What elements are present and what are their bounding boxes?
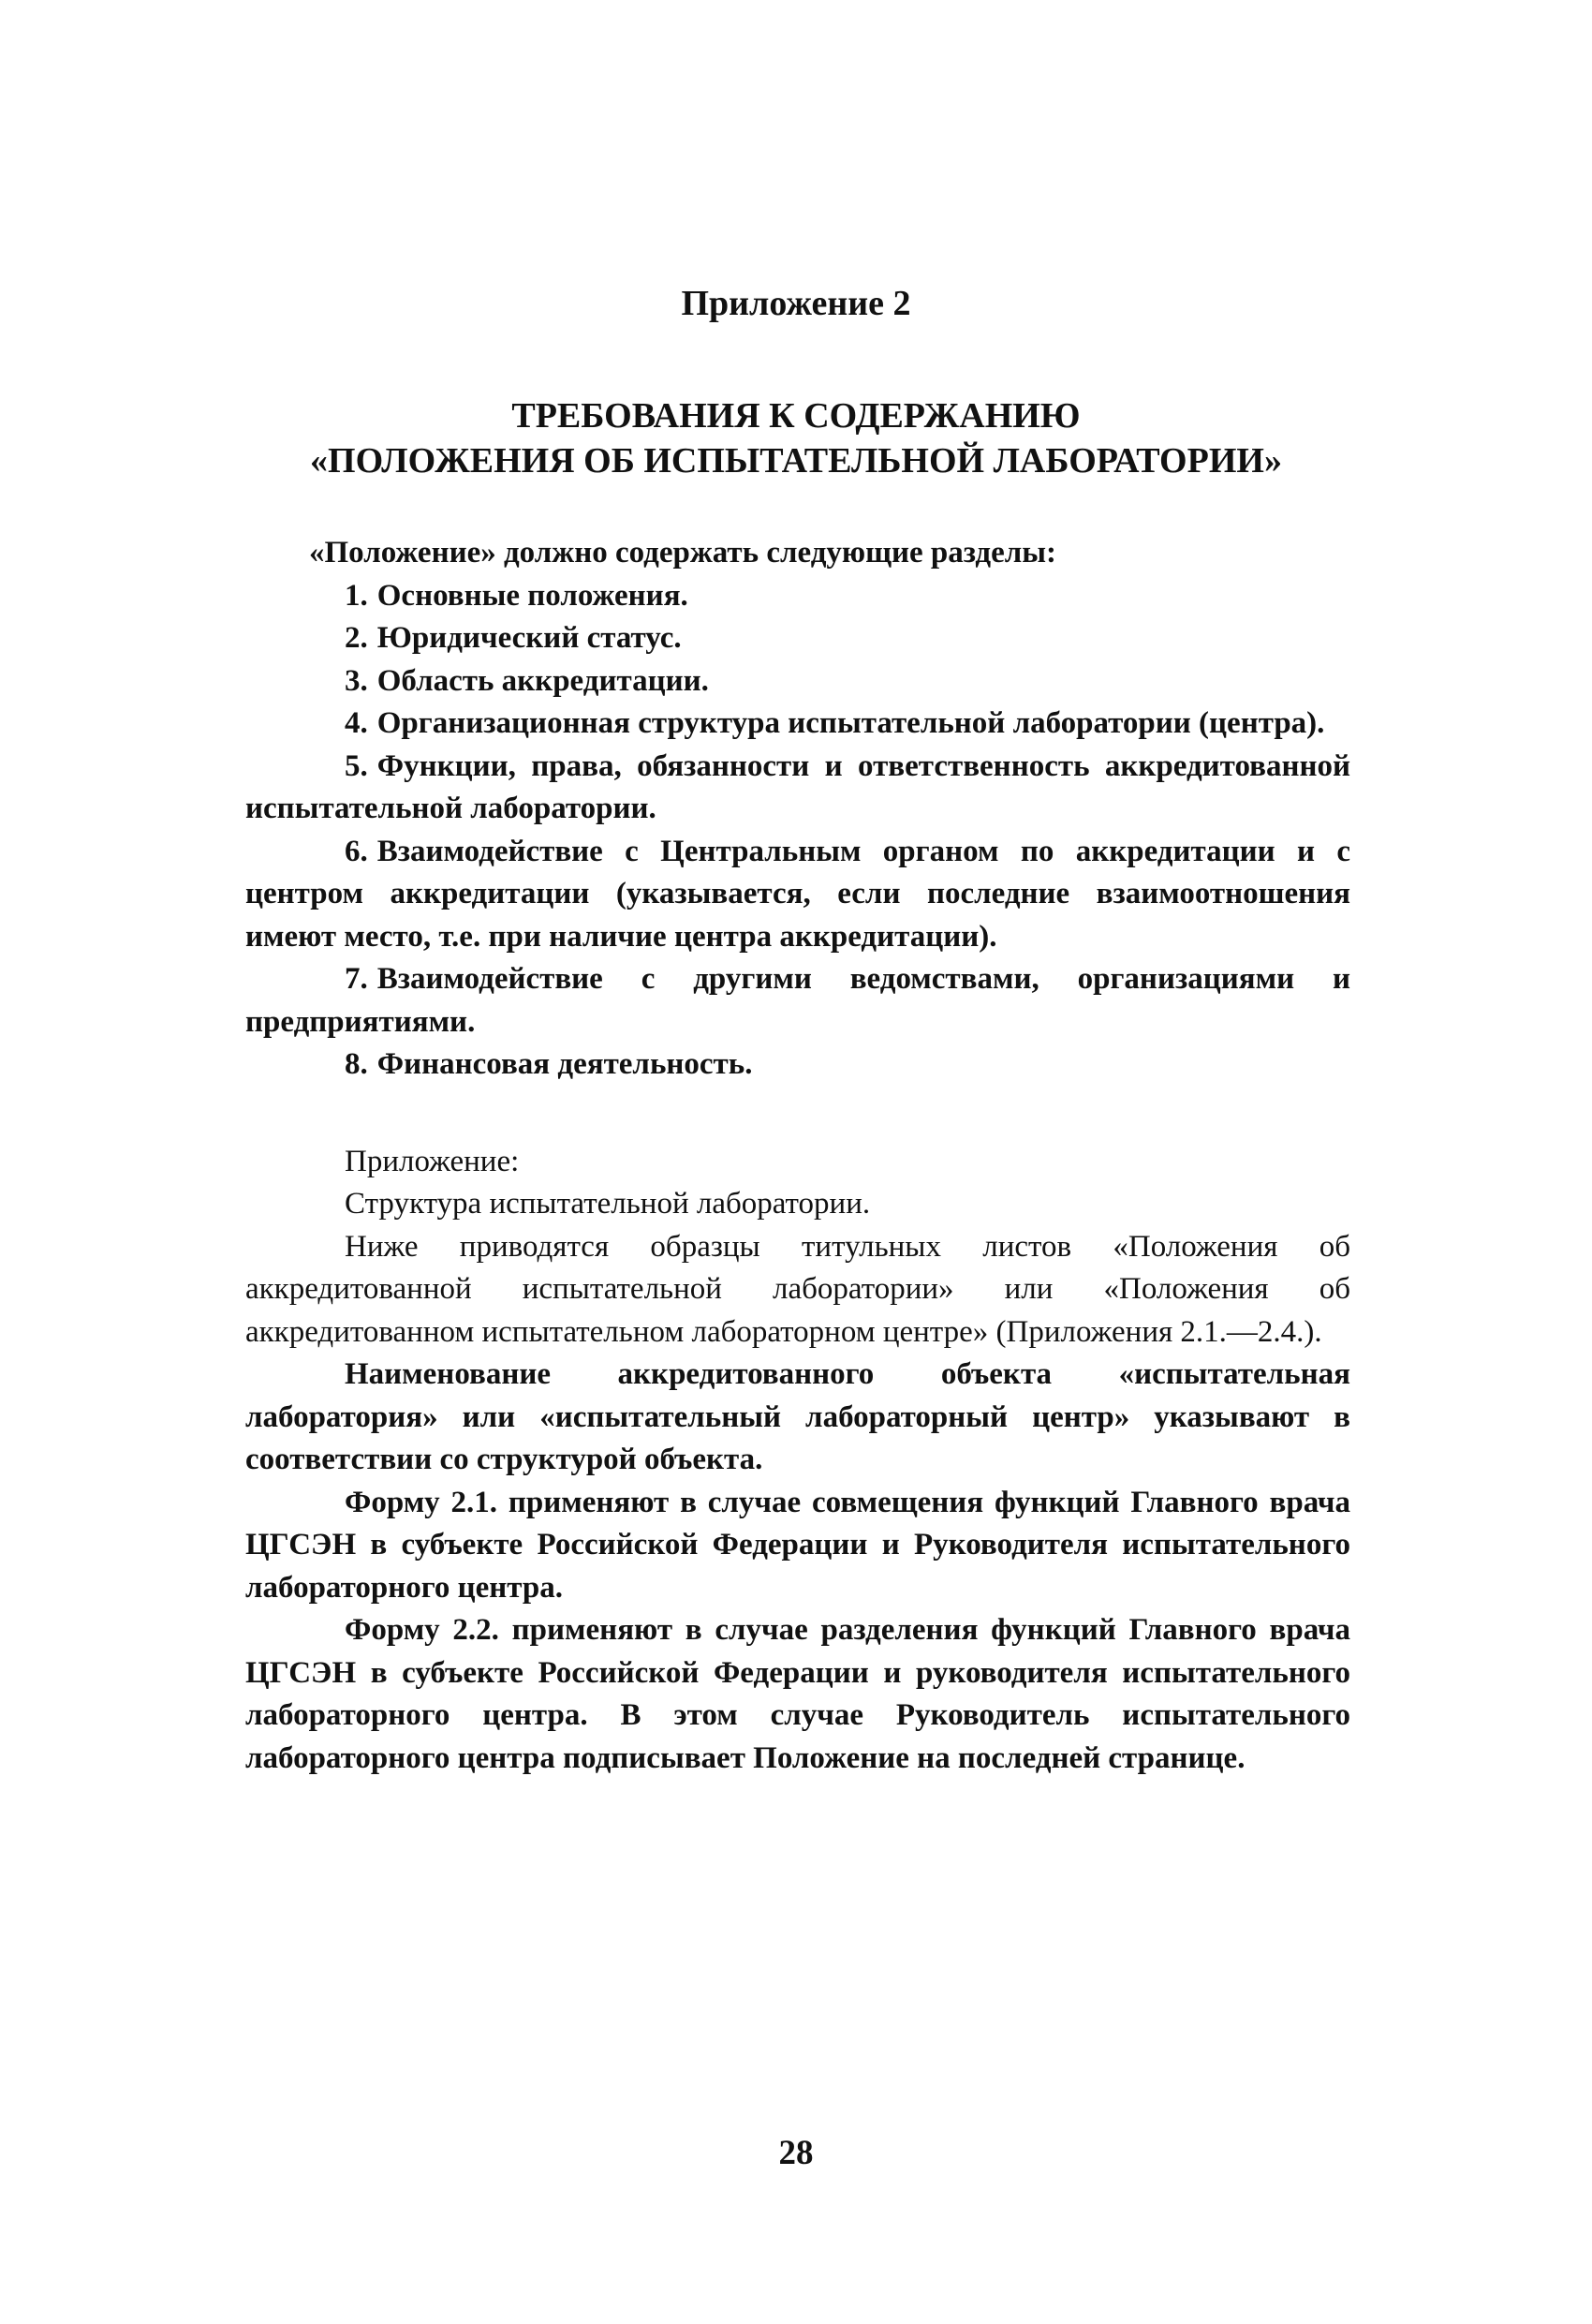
section-text: Взаимодействие с Центральным органом по аккредитации и с центром аккредитации (указывается, если последние взаимоотношения имеют место, т.е. при наличие центра аккредитации). bbox=[245, 834, 1350, 954]
paragraph-title-pages: Ниже приводятся образцы титульных листов «Положения об аккредитованной испытательной лаборатории» или «Положения об аккредитованном испытательном лабораторном центре» (Приложения 2.1.—2.4.). bbox=[245, 1229, 1350, 1349]
title-line-2: «ПОЛОЖЕНИЯ ОБ ИСПЫТАТЕЛЬНОЙ ЛАБОРАТОРИИ» bbox=[310, 441, 1282, 481]
section-item bbox=[245, 575, 1350, 618]
document-title bbox=[0, 393, 1592, 483]
sections-lead: «Положение» должно содержать следующие разделы: bbox=[309, 536, 1057, 570]
sections-list bbox=[245, 575, 1350, 1087]
section-text: Основные положения. bbox=[376, 578, 688, 613]
section-item bbox=[245, 660, 1350, 703]
section-text: Юридический статус. bbox=[376, 621, 682, 655]
document-body bbox=[245, 532, 1350, 1780]
paragraph-form-2-1: Форму 2.1. применяют в случае совмещения функций Главного врача ЦГСЭН в субъекте Российской Федерации и Руководителя испытательного лабораторного центра. bbox=[245, 1485, 1350, 1605]
section-text: Функции, права, обязанности и ответственность аккредитованной испытательной лаборатории. bbox=[245, 748, 1350, 825]
annex-heading: Приложение: bbox=[345, 1144, 520, 1178]
section-number: 7. bbox=[345, 962, 368, 996]
section-item bbox=[245, 831, 1350, 959]
section-number: 6. bbox=[345, 834, 368, 868]
section-item bbox=[245, 1044, 1350, 1087]
section-text: Взаимодействие с другими ведомствами, организациями и предприятиями. bbox=[245, 962, 1350, 1039]
section-text: Область аккредитации. bbox=[376, 663, 709, 698]
paragraph-object-naming: Наименование аккредитованного объекта «испытательная лаборатория» или «испытательный лабораторный центр» указывают в соответствии со структурой объекта. bbox=[245, 1357, 1350, 1476]
section-number: 8. bbox=[345, 1047, 368, 1081]
title-line-1: ТРЕБОВАНИЯ К СОДЕРЖАНИЮ bbox=[511, 396, 1081, 436]
section-item bbox=[245, 958, 1350, 1044]
section-item bbox=[245, 617, 1350, 660]
section-number: 4. bbox=[345, 706, 368, 740]
section-text: Финансовая деятельность. bbox=[376, 1047, 753, 1081]
section-number: 1. bbox=[345, 578, 368, 613]
paragraph-form-2-2: Форму 2.2. применяют в случае разделения функций Главного врача ЦГСЭН в субъекте Российской Федерации и руководителя испытательного лабораторного центра. В этом случае Руководитель испытательного лабораторного центра подписывает Положение на последней странице. bbox=[245, 1613, 1350, 1775]
section-item bbox=[245, 746, 1350, 831]
section-spacer bbox=[245, 1087, 1350, 1141]
appendix-label: Приложение 2 bbox=[681, 284, 911, 323]
page-number: 28 bbox=[778, 2134, 814, 2172]
section-item bbox=[245, 703, 1350, 746]
section-number: 2. bbox=[345, 621, 368, 655]
annex-item: Структура испытательной лаборатории. bbox=[345, 1187, 871, 1221]
section-text: Организационная структура испытательной лаборатории (центра). bbox=[376, 706, 1325, 740]
section-number: 5. bbox=[345, 748, 368, 783]
section-number: 3. bbox=[345, 663, 368, 698]
